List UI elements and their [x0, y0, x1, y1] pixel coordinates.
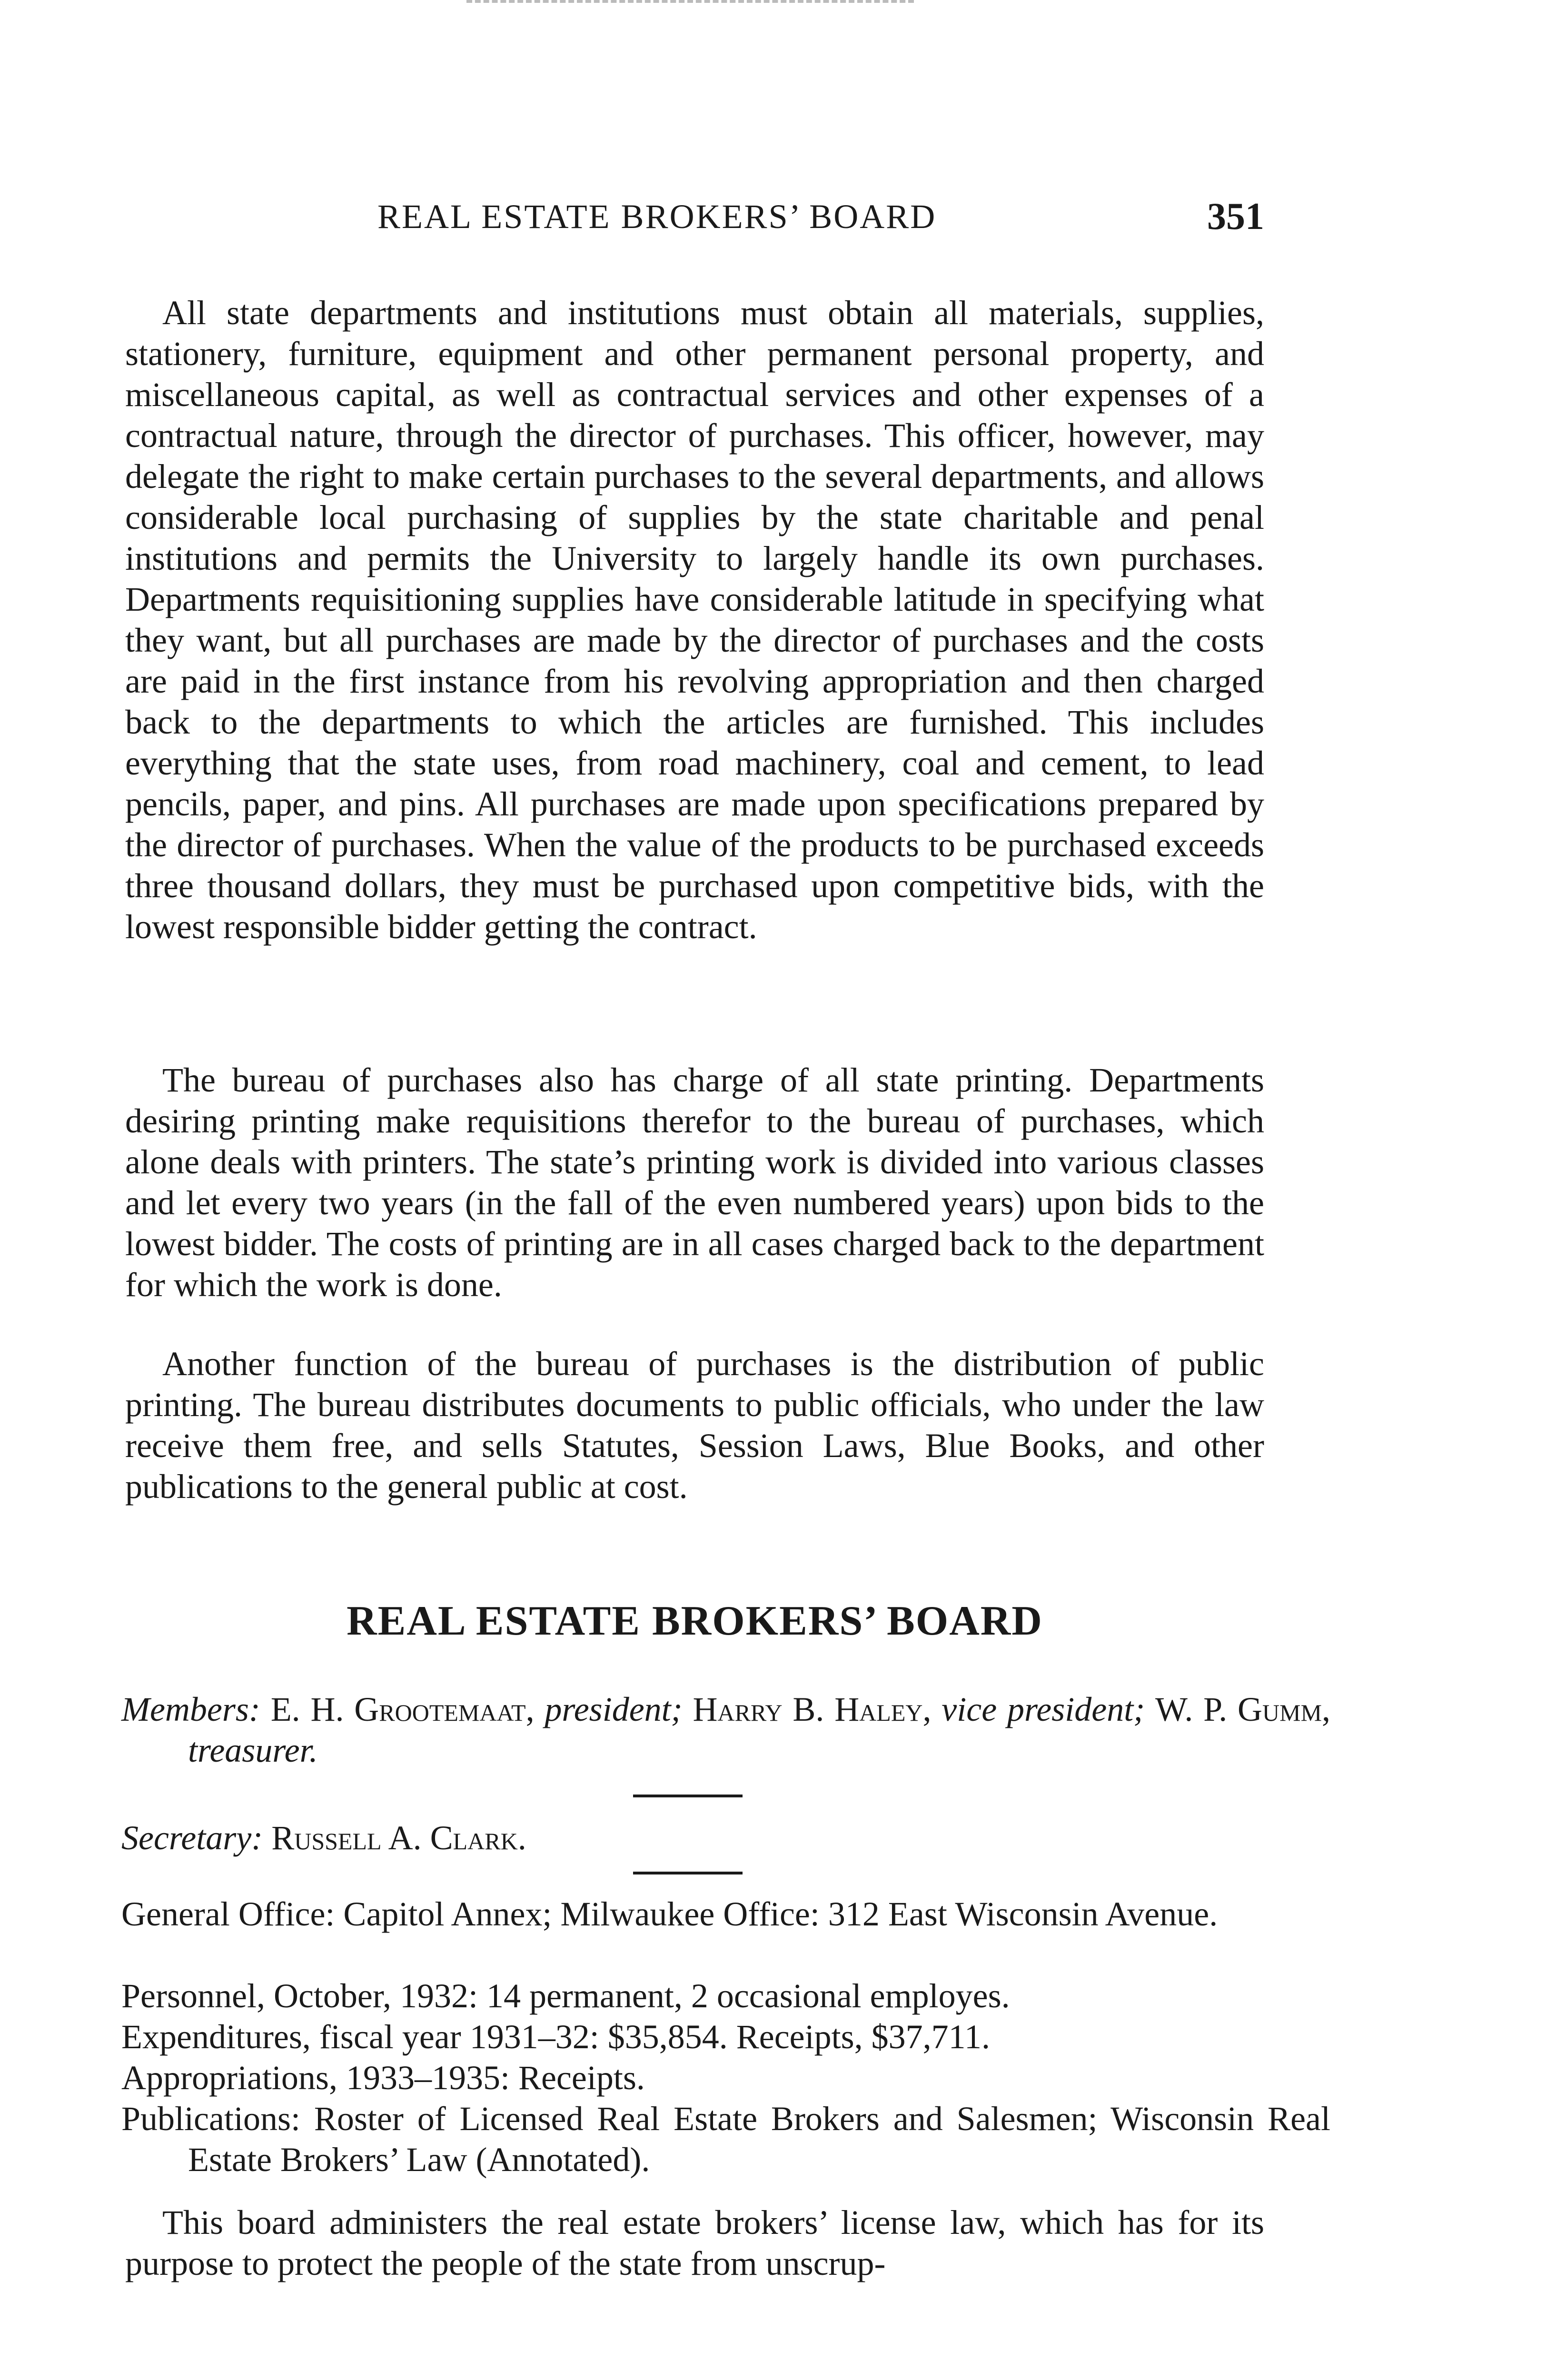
personnel-entry [121, 1975, 1330, 2016]
page-number: 351 [1207, 196, 1264, 238]
publications-value: Roster of Licensed Real Estate Brokers and Salesmen; Wisconsin Real Estate Brokers’ Law (Annotated). [188, 2100, 1330, 2179]
board-intro-paragraph: This board administers the real estate brokers’ license law, which has for its purpose to protect the people of the state from unscrup- [125, 2203, 1264, 2282]
appropriations-label: Appropriations, 1933–1935: [121, 2059, 510, 2097]
member-2-name: Harry B. Haley, [693, 1690, 932, 1728]
running-title: REAL ESTATE BROKERS’ BOARD [377, 198, 937, 236]
secretary-name: Russell A. Clark. [271, 1819, 526, 1857]
members-label: Members: [121, 1690, 260, 1728]
expenditures-value: $35,854. Receipts, $37,711. [607, 2018, 990, 2056]
running-header [125, 188, 1264, 245]
member-2-role: vice president; [941, 1690, 1145, 1728]
secretary-entry [121, 1817, 1330, 1858]
general-office-label: General Office: [121, 1895, 335, 1933]
divider-rule-1 [633, 1795, 743, 1797]
publications-label: Publications: [121, 2100, 300, 2138]
purchases-paragraph-1: All state departments and institutions must obtain all materials, supplies, stationery, furniture, equipment and other permanent personal property, and miscellaneous capital, as well as contractual services and other expenses of a contractual nature, through the director of purchases. This officer, however, may delegate the right to make certain purchases to the several departments, and allows considerable local purchasing of supplies by the state charitable and penal institutions and permits the University to largely handle its own purchases. Departments requisitioning supplies have considerable latitude in specifying what they want, but all purchases are made by the director of purchases and the costs are paid in the first instance from his revolving appropriation and then charged back to the departments to which the articles are furnished. This includes everything that the state uses, from road machinery, coal and cement, to lead pencils, paper, and pins. All purchases are made upon specifications prepared by the director of purchases. When the value of the products to be purchased exceeds three thousand dollars, they must be purchased upon competitive bids, with the lowest responsible bidder getting the contract. [125, 294, 1264, 946]
general-office-entry [121, 1894, 1330, 1934]
publications-entry [121, 2098, 1330, 2180]
personnel-value: 14 permanent, 2 occasional employes. [486, 1977, 1010, 2015]
divider-rule-2 [633, 1872, 743, 1874]
member-3-role: treasurer. [188, 1731, 318, 1769]
expenditures-label: Expenditures, fiscal year 1931–32: [121, 2018, 599, 2056]
appropriations-value: Receipts. [518, 2059, 645, 2097]
section-heading: REAL ESTATE BROKERS’ BOARD [347, 1598, 1043, 1644]
member-3-name: W. P. Gumm, [1155, 1690, 1331, 1728]
purchases-paragraph-2: The bureau of purchases also has charge of all state printing. Departments desiring printing make requisitions therefor to the bureau of purchases, which alone deals with printers. The state’s printing work is divided into various classes and let every two years (in the fall of the even numbered years) upon bids to the lowest bidder. The costs of printing are in all cases charged back to the department for which the work is done. [125, 1061, 1264, 1304]
member-1-name: E. H. Grootemaat, [270, 1690, 535, 1728]
members-entry [121, 1689, 1330, 1771]
member-1-role: president; [545, 1690, 683, 1728]
appropriations-entry [121, 2057, 1330, 2098]
secretary-label: Secretary: [121, 1819, 263, 1857]
expenditures-entry [121, 2016, 1330, 2057]
general-office-value: Capitol Annex; Milwaukee Office: 312 East Wisconsin Avenue. [343, 1895, 1218, 1933]
top-edge-marks [466, 0, 914, 7]
personnel-label: Personnel, October, 1932: [121, 1977, 478, 2015]
purchases-paragraph-3: Another function of the bureau of purchases is the distribution of public printing. The bureau distributes documents to public officials, who under the law receive them free, and sells Statutes, Session Laws, Blue Books, and other publications to the general public at cost. [125, 1345, 1264, 1506]
